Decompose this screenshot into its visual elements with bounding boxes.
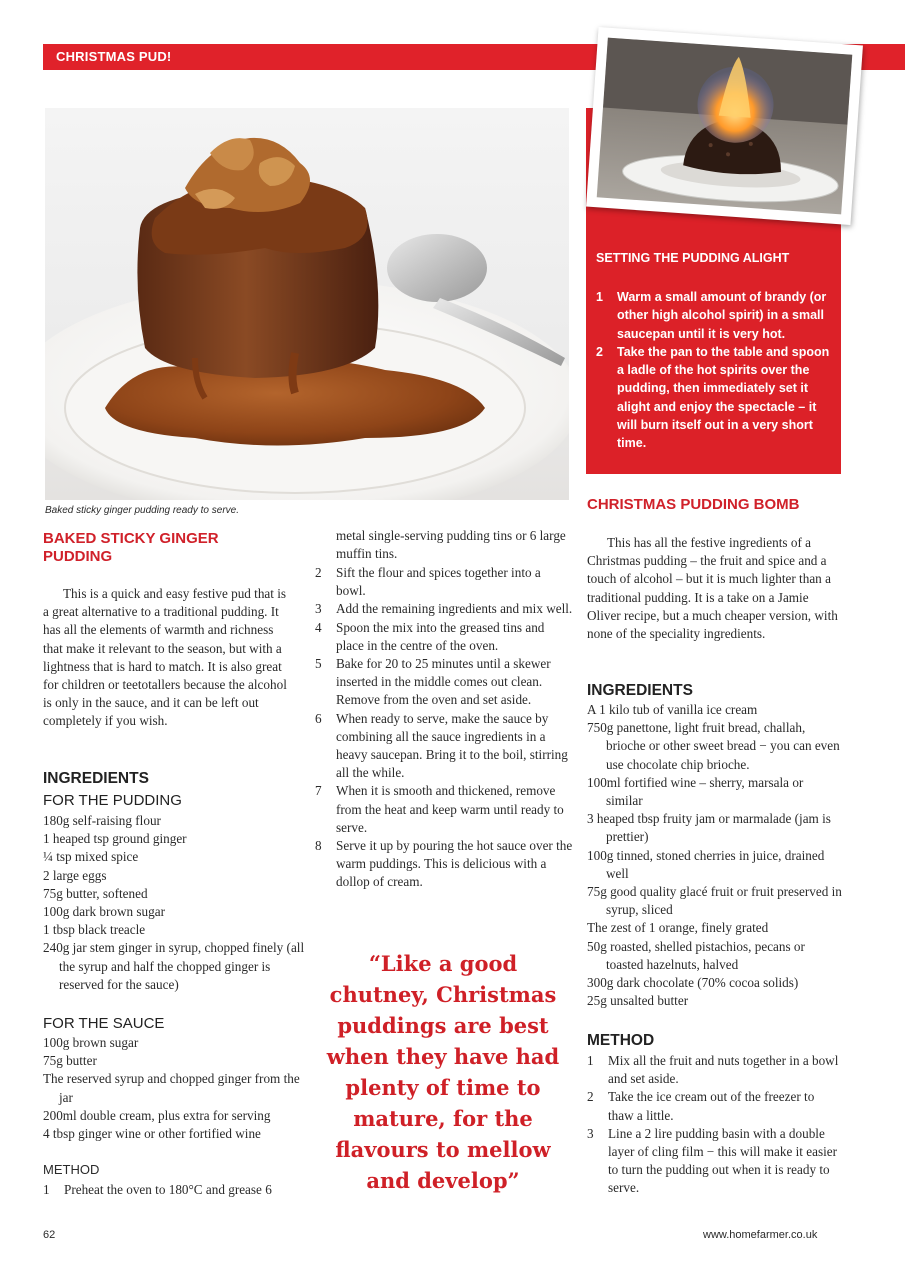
ingredient-item: 75g good quality glacé fruit or fruit preserved in syrup, sliced (587, 884, 842, 918)
sidebar-steps (596, 288, 832, 453)
pudding-ingredients-list (43, 812, 305, 994)
sidebar-step (596, 343, 832, 453)
step-text: Serve it up by pouring the hot sauce over the warm puddings. This is delicious with a dollop of cream. (336, 838, 573, 890)
method-step (315, 619, 573, 655)
step-text: Line a 2 lire pudding basin with a double layer of cling film − this will make it easier to turn the pudding out when it is ready to serve. (608, 1125, 837, 1196)
footer-url[interactable]: www.homefarmer.co.uk (703, 1229, 818, 1241)
step-text: Spoon the mix into the greased tins and place in the centre of the oven. (336, 619, 545, 653)
step-number: 6 (315, 710, 322, 726)
method-step (587, 1088, 841, 1124)
ingredient-item: 750g panettone, light fruit bread, challah, brioche or other sweet bread − you can even use chocolate chip brioche. (587, 720, 840, 772)
ingredient-item: 4 tbsp ginger wine or other fortified wine (43, 1126, 261, 1142)
method-step (587, 1052, 841, 1088)
method-step (587, 1125, 841, 1198)
recipe1-method-heading: METHOD (43, 1162, 100, 1177)
recipe2-ingredients-list (587, 701, 843, 1010)
sidebar-photo (597, 38, 853, 215)
step-number: 3 (315, 601, 322, 617)
sauce-ingredients-list (43, 1034, 305, 1143)
step-text: Add the remaining ingredients and mix well. (336, 601, 573, 617)
step-number: 2 (596, 344, 603, 359)
step-number: 1 (587, 1053, 594, 1068)
ingredient-item: 100g dark brown sugar (43, 904, 165, 920)
step-number: 2 (315, 565, 322, 580)
method-step-1-continued: metal single-serving pudding tins or 6 large muffin tins. (336, 528, 566, 562)
ingredient-item: 180g self-raising flour (43, 813, 161, 828)
ingredient-item: 2 large eggs (43, 867, 107, 883)
step-text: Mix all the fruit and nuts together in a bowl and set aside. (608, 1053, 839, 1087)
ingredient-item: 1 tbsp black treacle (43, 922, 146, 938)
ingredient-item: 25g unsalted butter (587, 993, 689, 1009)
ingredient-item: 50g roasted, shelled pistachios, pecans or toasted hazelnuts, halved (587, 938, 805, 972)
method-step-1 (43, 1181, 309, 1199)
recipe2-title: CHRISTMAS PUDDING BOMB (587, 496, 800, 513)
ingredient-item: 100ml fortified wine – sherry, marsala or similar (587, 774, 804, 809)
method-step (315, 782, 573, 837)
method-step (315, 600, 573, 618)
ingredient-item: 3 heaped tbsp fruity jam or marmalade (jam is prettier) (587, 811, 831, 845)
ingredient-item: 200ml double cream, plus extra for serving (43, 1107, 271, 1123)
section-title: CHRISTMAS PUD! (56, 49, 172, 64)
recipe1-ingredients-heading: INGREDIENTS (43, 770, 149, 787)
recipe2-method-list (587, 1052, 841, 1198)
ingredient-item: 240g jar stem ginger in syrup, chopped finely (all the syrup and half the chopped ginger is reserved for the sauce) (43, 940, 305, 992)
step-text: Take the pan to the table and spoon a ladle of the hot spirits over the pudding, then immediately set it alight and enjoy the spectacle – it will burn itself out in a very short time. (617, 344, 830, 451)
sidebar-step (596, 288, 832, 343)
method-step (315, 710, 573, 783)
recipe1-title: BAKED STICKY GINGER PUDDING (43, 530, 219, 565)
ingredient-item: The reserved syrup and chopped ginger from the jar (43, 1071, 300, 1105)
step-number: 8 (315, 838, 322, 854)
step-text: When it is smooth and thickened, remove from the heat and keep warm until ready to serve. (336, 783, 564, 835)
step-number: 1 (43, 1182, 50, 1197)
ingredient-item: A 1 kilo tub of vanilla ice cream (587, 702, 758, 717)
photo-caption: Baked sticky ginger pudding ready to serve. (45, 505, 239, 516)
main-photo (45, 108, 569, 500)
ingredient-item: 300g dark chocolate (70% cocoa solids) (587, 975, 799, 991)
ingredient-item: 1 heaped tsp ground ginger (43, 831, 187, 847)
method-step (315, 837, 573, 892)
step-number: 1 (596, 290, 603, 304)
sidebar-photo-frame (586, 27, 863, 225)
recipe2-method-heading: METHOD (587, 1032, 655, 1049)
page-number: 62 (43, 1229, 56, 1241)
recipe2-ingredients-heading: INGREDIENTS (587, 682, 693, 699)
step-number: 3 (587, 1125, 594, 1141)
ingredient-item: 75g butter (43, 1053, 97, 1069)
method-step (43, 1181, 309, 1199)
recipe2-intro: This has all the festive ingredients of a Christmas pudding – the fruit and spice and a touch of alcohol – but it is much lighter than a traditional pudding. It is a take on a Jamie Oliver recipe, but a much cheaper version, with none of the speciality ingredients. (587, 535, 838, 642)
step-text: When ready to serve, make the sauce by combining all the sauce ingredients in a heavy saucepan. Bring it to the boil, stirring all the while. (336, 710, 568, 781)
step-number: 7 (315, 783, 322, 799)
step-number: 2 (587, 1089, 594, 1105)
ingredient-item: The zest of 1 orange, finely grated (587, 920, 769, 936)
step-number: 5 (315, 656, 322, 672)
ingredient-item: 75g butter, softened (43, 885, 148, 901)
method-step (315, 564, 573, 600)
step-text: Take the ice cream out of the freezer to thaw a little. (608, 1089, 815, 1123)
pudding-photo-illustration (45, 108, 569, 500)
ingredient-item: 100g tinned, stoned cherries in juice, drained well (587, 847, 825, 881)
pull-quote: “Like a good chutney, Christmas puddings are best when they have had plenty of time to mature, for the flavours to mellow and develop” (326, 951, 560, 1193)
ingredient-item: ¼ tsp mixed spice (43, 849, 139, 865)
recipe1-intro: This is a quick and easy festive pud that is a great alternative to a traditional pudding. It has all the elements of warmth and richness that make it relevant to the season, but with a lightness that is hard to match. It is also great for children or teetotallers because the alcohol is only in the sauce, and it can be left out completely if you wish. (43, 586, 287, 729)
method-step (315, 655, 573, 710)
flaming-pudding-illustration (597, 38, 853, 215)
pudding-subheading: FOR THE PUDDING (43, 792, 182, 809)
step-text: Bake for 20 to 25 minutes until a skewer inserted in the middle comes out clean. Remove from the oven and set aside. (336, 656, 551, 708)
step-text: Warm a small amount of brandy (or other high alcohol spirit) in a small saucepan until it is very hot. (617, 290, 827, 341)
sauce-subheading: FOR THE SAUCE (43, 1015, 165, 1032)
step-text: Preheat the oven to 180°C and grease 6 (64, 1182, 272, 1197)
recipe1-method-list (315, 564, 573, 892)
ingredient-item: 100g brown sugar (43, 1035, 139, 1050)
step-number: 4 (315, 619, 322, 635)
sidebar-title: SETTING THE PUDDING ALIGHT (596, 251, 790, 265)
step-text: Sift the flour and spices together into a bowl. (336, 565, 541, 599)
